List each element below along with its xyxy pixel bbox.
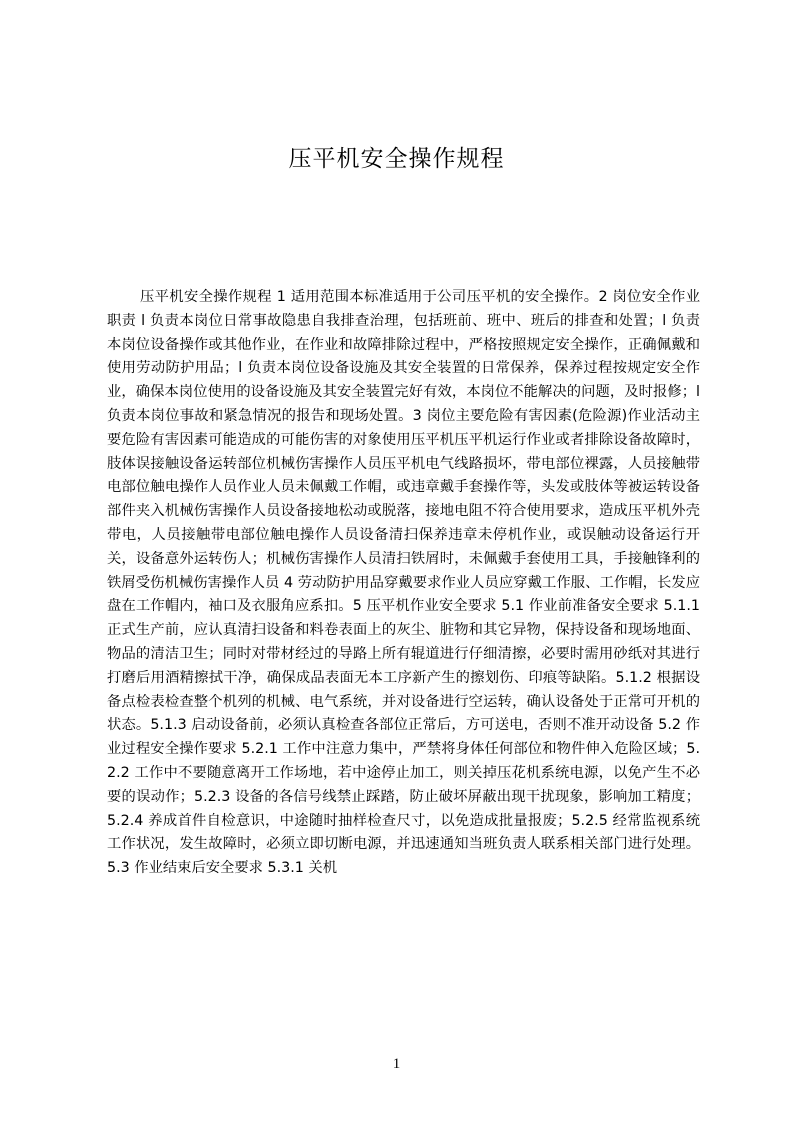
document-title: 压平机安全操作规程	[288, 146, 505, 172]
document-body-paragraph: 压平机安全操作规程 1 适用范围本标准适用于公司压平机的安全操作。2 岗位安全作业职责 l 负责本岗位日常事故隐患自我排查治理，包括班前、班中、班后的排查和处置；l 负责本岗位设备操作或其他作业，在作业和故障排除过程中，严格按照规定安全操作，正确佩戴和使用劳动防护用品；l 负责本岗位设备设施及其安全装置的日常保养，保养过程按规定安全作业，确保本岗位使用的设备设施及其安全装置完好有效，本岗位不能解决的问题，及时报修；l 负责本岗位事故和紧急情况的报告和现场处置。3 岗位主要危险有害因素(危险源)作业活动主要危险有害因素可能造成的可能伤害的对象使用压平机压平机运行作业或者排除设备故障时，肢体误接触设备运转部位机械伤害操作人员压平机电气线路损坏，带电部位裸露，人员接触带电部位触电操作人员作业人员未佩戴工作帽，或违章戴手套操作等，头发或肢体等被运转设备部件夹入机械伤害操作人员设备接地松动或脱落，接地电阻不符合使用要求，造成压平机外壳带电，人员接触带电部位触电操作人员设备清扫保养违章未停机作业，或误触动设备运行开关，设备意外运转伤人；机械伤害操作人员清扫铁屑时，未佩戴手套使用工具，手接触锋利的铁屑受伤机械伤害操作人员 4 劳动防护用品穿戴要求作业人员应穿戴工作服、工作帽，长发应盘在工作帽内，袖口及衣服角应系扣。5 压平机作业安全要求 5.1 作业前准备安全要求 5.1.1 正式生产前，应认真清扫设备和料卷表面上的灰尘、脏物和其它异物，保持设备和现场地面、物品的清洁卫生；同时对带材经过的导路上所有辊道进行仔细清擦，必要时需用砂纸对其进行打磨后用酒精擦拭干净，确保成品表面无本工序新产生的擦划伤、印痕等缺陷。5.1.2 根据设备点检表检查整个机列的机械、电气系统，并对设备进行空运转，确认设备处于正常可开机的状态。5.1.3 启动设备前，必须认真检查各部位正常后，方可送电，否则不准开动设备 5.2 作业过程安全操作要求 5.2.1 工作中注意力集中，严禁将身体任何部位和物件伸入危险区域；5.2.2 工作中不要随意离开工作场地，若中途停止加工，则关掉压花机系统电源，以免产生不必要的误动作；5.2.3 设备的各信号线禁止踩踏，防止破坏屏蔽出现干扰现象，影响加工精度；5.2.4 养成首件自检意识，中途随时抽样检查尺寸，以免造成批量报废；5.2.5 经常监视系统工作状况，发生故障时，必须立即切断电源，并迅速通知当班负责人联系相关部门进行处理。5.3 作业结束后安全要求 5.3.1 关机	[107, 289, 700, 877]
page-number: 1	[392, 1056, 401, 1072]
